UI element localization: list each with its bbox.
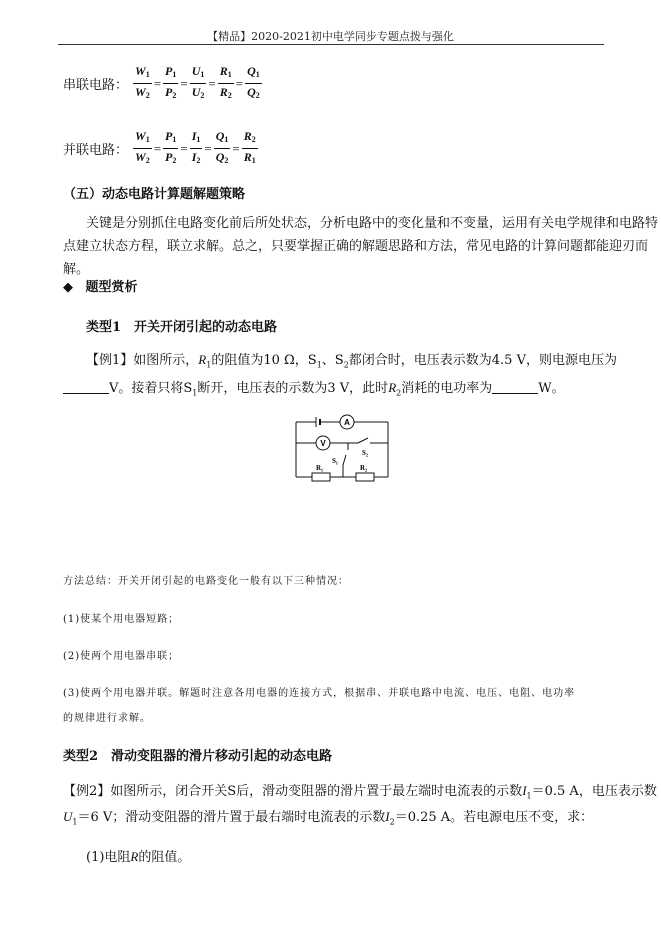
- numerator: [214, 129, 231, 149]
- ex1-text: 断开，电压表的示数为3 V，此时: [197, 381, 389, 396]
- ex2-text: 的阻值。: [138, 850, 191, 865]
- analysis-title: 题型赏析: [85, 280, 138, 295]
- denominator-symbol: Q: [215, 150, 225, 164]
- numerator: [163, 64, 178, 84]
- parallel-fractions: [132, 129, 259, 168]
- parallel-label: 并联电路：: [63, 143, 129, 158]
- denominator-subscript: 2: [172, 91, 177, 100]
- s2-label: S₂: [362, 449, 368, 457]
- numerator-subscript: 1: [196, 135, 201, 144]
- numerator: [163, 129, 178, 149]
- denominator-subscript: 2: [255, 91, 260, 100]
- page-header: 【精品】2020-2021初中电学同步专题点拨与强化: [207, 30, 454, 43]
- denominator-symbol: W: [135, 85, 146, 99]
- ex1-sub: 1: [192, 388, 198, 398]
- numerator-symbol: R: [219, 64, 228, 78]
- denominator-subscript: 2: [196, 156, 201, 165]
- section5-line2: 点建立状态方程，联立求解。总之，只要掌握正确的解题思路和方法，常见电路的计算问题都能迎刃而解。: [63, 239, 649, 277]
- fraction: [133, 129, 152, 168]
- numerator: [190, 64, 207, 84]
- section5-line1: 关键是分别抓住电路变化前后所处状态，分析电路中的变化量和不变量，运用有关电学规律和电路特: [86, 216, 659, 231]
- method-item-3b: 的规律进行求解。: [63, 713, 151, 724]
- fraction: [190, 64, 207, 103]
- ex1-text: 、S: [321, 353, 344, 368]
- ex1-sub: 1: [316, 360, 322, 370]
- denominator: [133, 84, 152, 103]
- fraction: [245, 64, 262, 103]
- numerator-symbol: R: [243, 129, 252, 143]
- resistor-r1: [312, 473, 330, 481]
- denominator: [245, 84, 262, 103]
- equals-sign: =: [180, 75, 188, 91]
- denominator-subscript: 2: [145, 156, 150, 165]
- analysis-heading: [63, 276, 138, 295]
- numerator-symbol: W: [135, 129, 146, 143]
- denominator-subscript: 2: [227, 91, 232, 100]
- numerator-symbol: Q: [247, 64, 256, 78]
- ex1-sub: 1: [206, 360, 212, 370]
- denominator-symbol: R: [219, 85, 228, 99]
- numerator-symbol: Q: [215, 129, 225, 143]
- method-item-1: (1)使某个用电器短路；: [63, 614, 180, 625]
- numerator-subscript: 1: [227, 70, 232, 79]
- series-fractions: [132, 64, 263, 103]
- numerator-subscript: 1: [200, 70, 205, 79]
- answer-blank-2[interactable]: [492, 381, 538, 394]
- numerator-subscript: 1: [224, 135, 229, 144]
- numerator-symbol: U: [191, 64, 201, 78]
- denominator: [218, 84, 234, 103]
- fraction: [163, 64, 178, 103]
- numerator-symbol: P: [165, 129, 173, 143]
- series-formula: [63, 64, 263, 103]
- equals-sign: =: [235, 75, 244, 91]
- numerator-subscript: 1: [255, 70, 260, 79]
- ex2-r: R: [130, 849, 139, 864]
- r1-label: R₁: [316, 464, 324, 472]
- equals-sign: =: [208, 75, 216, 91]
- fraction: [214, 129, 231, 168]
- ex2-text: (1)电阻: [86, 850, 131, 865]
- ex1-text: W。: [538, 381, 565, 396]
- numerator-symbol: I: [191, 129, 197, 143]
- circuit-diagram: [288, 405, 398, 485]
- resistor-r2: [356, 473, 374, 481]
- ex2-text: ＝6 V；滑动变阻器的滑片置于最右端时电流表的示数: [77, 810, 386, 825]
- denominator: [163, 84, 178, 103]
- denominator-subscript: 2: [145, 91, 150, 100]
- ex2-text: 【例2】如图所示，闭合开关S后，滑动变阻器的滑片置于最左端时电流表的示数: [63, 784, 523, 799]
- example2-line1: [63, 779, 657, 808]
- ex1-text: 消耗的电功率为: [401, 381, 493, 396]
- example2-line2: [63, 805, 593, 834]
- answer-blank-1[interactable]: [63, 381, 109, 394]
- ex2-text: ＝0.25 A。若电源电压不变，求：: [394, 810, 594, 825]
- numerator-subscript: 1: [172, 135, 177, 144]
- parallel-formula: [63, 129, 259, 168]
- ex1-text: 【例1】如图所示，: [86, 353, 199, 368]
- denominator-symbol: P: [165, 150, 173, 164]
- denominator: [190, 84, 207, 103]
- section5-title: （五）动态电路计算题解题策略: [63, 187, 246, 202]
- ammeter-label: A: [344, 418, 350, 427]
- denominator-symbol: P: [165, 85, 173, 99]
- denominator-subscript: 2: [224, 156, 229, 165]
- fraction: [242, 129, 258, 168]
- type2-title: 类型2 滑动变阻器的滑片移动引起的动态电路: [63, 749, 333, 764]
- series-label: 串联电路：: [63, 78, 129, 93]
- numerator-subscript: 1: [145, 70, 150, 79]
- denominator: [190, 149, 203, 168]
- example1-line1: [86, 348, 617, 377]
- switch-s2-blade: [358, 438, 368, 443]
- ex1-text: V。接着只将S: [109, 381, 193, 396]
- denominator-symbol: I: [191, 150, 197, 164]
- denominator: [214, 149, 231, 168]
- numerator-subscript: 2: [251, 135, 256, 144]
- equals-sign: =: [153, 75, 162, 91]
- fraction: [163, 129, 178, 168]
- denominator: [242, 149, 258, 168]
- method-item-2: (2)使两个用电器串联；: [63, 651, 180, 662]
- method-summary: 方法总结：开关开闭引起的电路变化一般有以下三种情况：: [63, 576, 349, 587]
- numerator: [133, 64, 152, 84]
- equals-sign: =: [153, 140, 162, 156]
- ex2-text: ＝0.5 A，电压表示数: [531, 784, 657, 799]
- ex2-sub: 1: [526, 791, 532, 801]
- voltmeter-label: V: [320, 439, 326, 448]
- ex1-text: 的阻值为10 Ω，S: [211, 353, 317, 368]
- numerator: [218, 64, 234, 84]
- denominator-symbol: R: [243, 150, 252, 164]
- r2-label: R₂: [360, 464, 368, 472]
- diamond-bullet-icon: ◆: [63, 280, 73, 295]
- denominator: [133, 149, 152, 168]
- numerator-subscript: 1: [172, 70, 177, 79]
- type1-title: 类型1 开关开闭引起的动态电路: [86, 320, 278, 335]
- numerator-symbol: W: [135, 64, 146, 78]
- ex2-i: I: [385, 809, 390, 824]
- ex1-r: R: [198, 352, 207, 367]
- numerator-subscript: 1: [145, 135, 150, 144]
- ex2-sub: 2: [389, 817, 395, 827]
- example1-line2: [63, 376, 565, 405]
- numerator: [133, 129, 152, 149]
- ex1-sub: 2: [396, 388, 402, 398]
- denominator-subscript: 2: [200, 91, 205, 100]
- ex1-r: R: [388, 380, 397, 395]
- ex2-sub: 1: [72, 817, 78, 827]
- numerator: [242, 129, 258, 149]
- denominator-symbol: Q: [247, 85, 256, 99]
- denominator-subscript: 2: [172, 156, 177, 165]
- numerator-symbol: P: [165, 64, 173, 78]
- fraction: [218, 64, 234, 103]
- example2-question1: [86, 845, 190, 869]
- ex2-u: U: [63, 809, 73, 824]
- ex2-i: I: [522, 783, 527, 798]
- switch-s1-blade: [343, 455, 346, 465]
- equals-sign: =: [232, 140, 240, 156]
- fraction: [133, 64, 152, 103]
- denominator-symbol: U: [191, 85, 201, 99]
- equals-sign: =: [204, 140, 212, 156]
- denominator: [163, 149, 178, 168]
- ex1-sub: 2: [343, 360, 349, 370]
- denominator-symbol: W: [135, 150, 146, 164]
- header-rule: [58, 44, 604, 45]
- numerator: [245, 64, 262, 84]
- numerator: [190, 129, 203, 149]
- denominator-subscript: 1: [251, 156, 256, 165]
- method-item-3a: (3)使两个用电器并联。解题时注意各用电器的连接方式，根据串、并联电路中电流、电压、电阻、电功率: [63, 688, 576, 699]
- fraction: [190, 129, 203, 168]
- s1-label: S₁: [332, 457, 338, 465]
- equals-sign: =: [180, 140, 188, 156]
- ex1-text: 都闭合时，电压表示数为4.5 V，则电源电压为: [348, 353, 617, 368]
